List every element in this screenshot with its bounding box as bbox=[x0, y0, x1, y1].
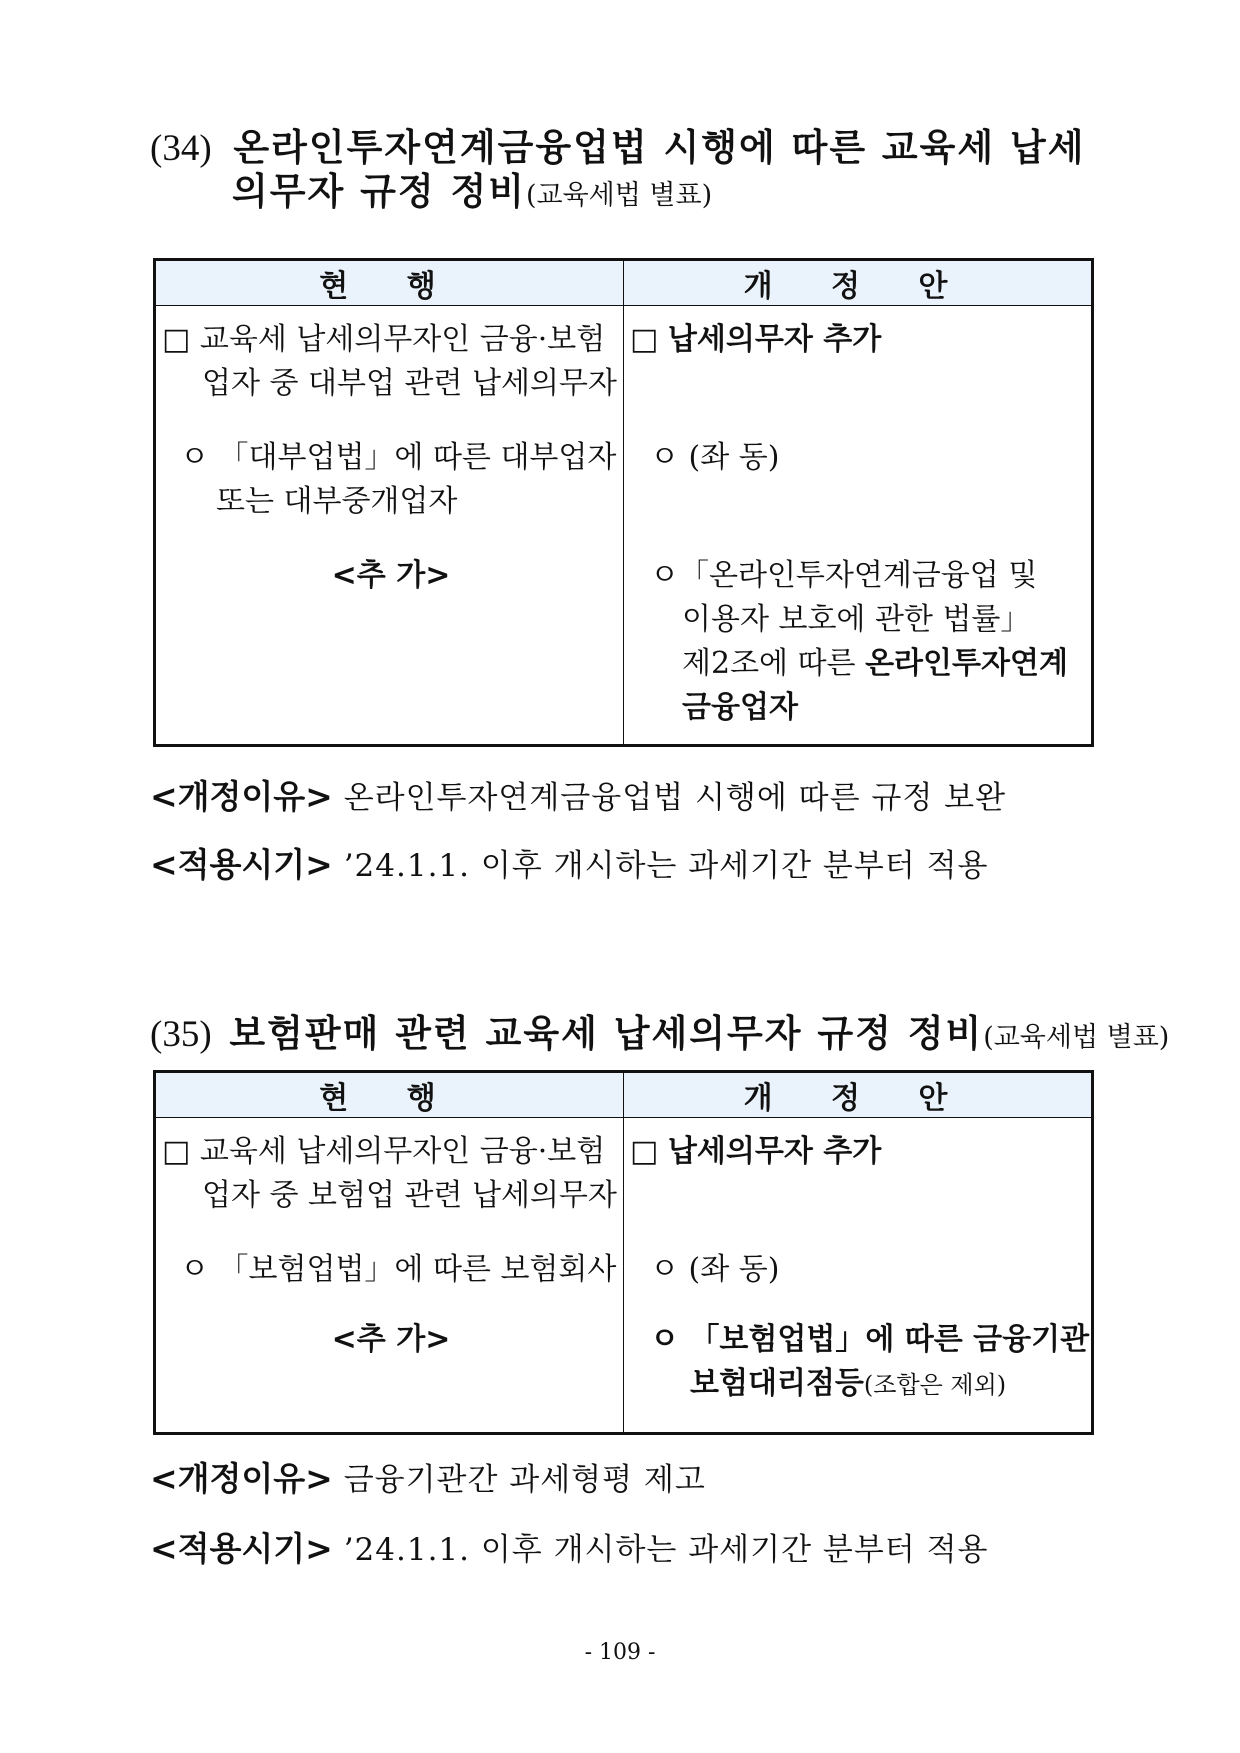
revised-item1: □ 납세의무자 추가 bbox=[630, 322, 882, 357]
current-added-placeholder: <추 가> bbox=[331, 1322, 451, 1357]
section-35-number: (35) bbox=[150, 1014, 212, 1055]
current-item1-line1: □ 교육세 납세의무자인 금융·보험 bbox=[162, 322, 606, 357]
revised-item3-line2: 보험대리점등(조합은 제외) bbox=[690, 1366, 1007, 1401]
current-item1-line2: 업자 중 보험업 관련 납세의무자 bbox=[202, 1178, 617, 1213]
revised-item3-line2: 이용자 보호에 관한 법률」 bbox=[682, 602, 1031, 637]
apply-text: ’24.1.1. 이후 개시하는 과세기간 분부터 적용 bbox=[343, 848, 989, 884]
header-revised: 개 정 안 bbox=[624, 260, 1093, 306]
current-item2-line1: ㅇ 「대부업법」에 따른 대부업자 bbox=[180, 440, 617, 475]
section-34-comparison-table bbox=[153, 258, 1094, 747]
section-35-title-text: 보험판매 관련 교육세 납세의무자 규정 정비 bbox=[229, 1012, 984, 1055]
apply-text: ’24.1.1. 이후 개시하는 과세기간 분부터 적용 bbox=[343, 1532, 989, 1568]
current-column bbox=[155, 306, 624, 746]
revised-item3-line1: ㅇ「온라인투자연계금융업 및 bbox=[650, 558, 1038, 593]
current-column bbox=[155, 1118, 624, 1434]
header-current: 현 행 bbox=[155, 1072, 624, 1118]
reason-label: <개정이유> bbox=[150, 777, 333, 816]
header-revised: 개 정 안 bbox=[624, 1072, 1093, 1118]
checkbox-icon: □ bbox=[630, 1134, 659, 1169]
checkbox-icon: □ bbox=[630, 322, 659, 357]
current-item2-line1: ㅇ 「보험업법」에 따른 보험회사 bbox=[180, 1252, 617, 1287]
section-34-title-line2-wrap bbox=[232, 162, 712, 226]
page-number: - 109 - bbox=[584, 1640, 656, 1665]
reason-label: <개정이유> bbox=[150, 1459, 333, 1498]
section-35-reason bbox=[150, 1454, 706, 1505]
current-item1-line1: □ 교육세 납세의무자인 금융·보험 bbox=[162, 1134, 606, 1169]
current-added-placeholder: <추 가> bbox=[331, 558, 451, 593]
apply-label: <적용시기> bbox=[150, 1529, 333, 1568]
revised-item2: ㅇ (좌 동) bbox=[650, 1252, 780, 1287]
apply-label: <적용시기> bbox=[150, 845, 333, 884]
section-34-title-line2: 의무자 규정 정비 bbox=[232, 170, 526, 213]
revised-item3-line3: 제2조에 따른 온라인투자연계 bbox=[682, 646, 1068, 681]
revised-item1: □ 납세의무자 추가 bbox=[630, 1134, 882, 1169]
section-35-comparison-table bbox=[153, 1070, 1094, 1435]
revised-item3-line4: 금융업자 bbox=[682, 690, 798, 725]
section-34-number: (34) bbox=[150, 128, 212, 169]
section-34-reason bbox=[150, 772, 1006, 823]
section-34-apply bbox=[150, 840, 988, 891]
current-item1-line2: 업자 중 대부업 관련 납세의무자 bbox=[202, 366, 617, 401]
section-35-apply bbox=[150, 1524, 988, 1575]
revised-column bbox=[624, 1118, 1093, 1434]
section-34-title-line1: 온라인투자연계금융업법 시행에 따른 교육세 납세 bbox=[233, 126, 1086, 169]
revised-item3-line1: ㅇ 「보험업법」에 따른 금융기관 bbox=[650, 1322, 1090, 1357]
section-34-title-note: (교육세법 별표) bbox=[525, 180, 713, 211]
section-35-title bbox=[150, 1004, 1169, 1068]
revised-column bbox=[624, 306, 1093, 746]
reason-text: 온라인투자연계금융업법 시행에 따른 규정 보완 bbox=[343, 780, 1007, 816]
revised-item2: ㅇ (좌 동) bbox=[650, 440, 780, 475]
section-35-title-note: (교육세법 별표) bbox=[983, 1022, 1170, 1053]
reason-text: 금융기관간 과세형평 제고 bbox=[343, 1462, 706, 1498]
current-item2-line2: 또는 대부중개업자 bbox=[216, 484, 458, 519]
header-current: 현 행 bbox=[155, 260, 624, 306]
